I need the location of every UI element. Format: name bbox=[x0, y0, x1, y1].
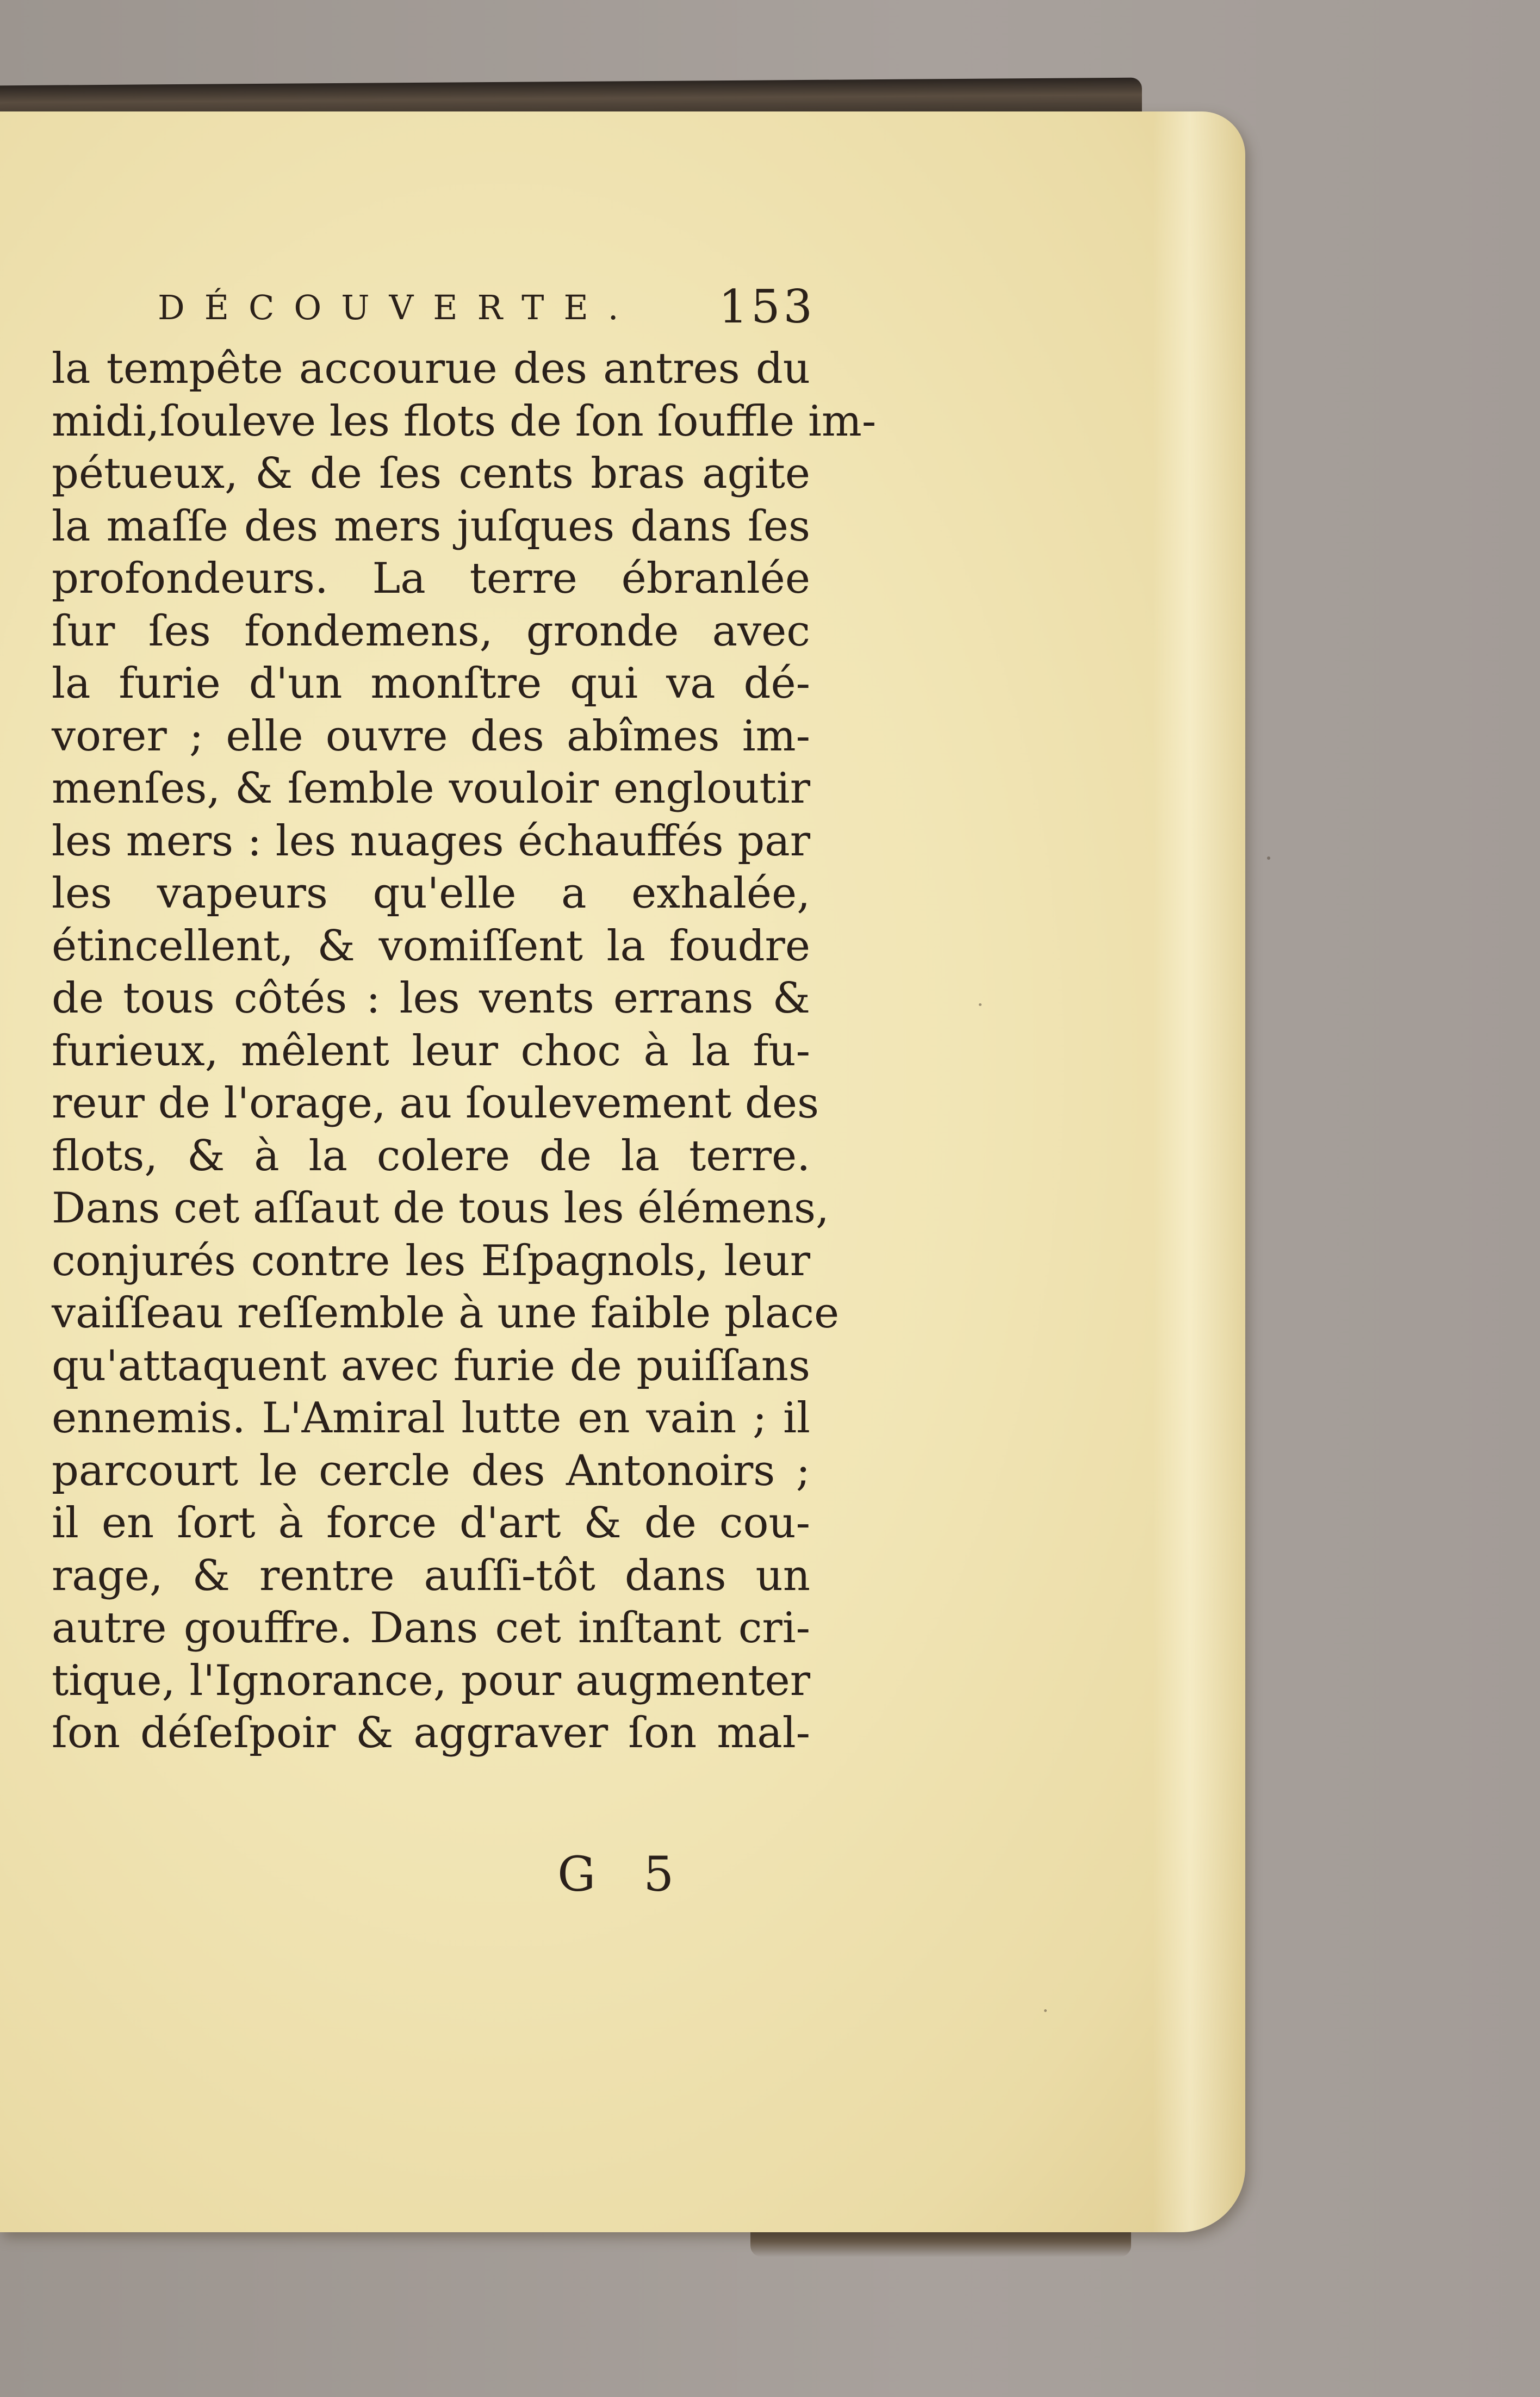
paper-speck bbox=[979, 1003, 982, 1006]
text-line: étincellent, & vomiſſent la foudre bbox=[52, 921, 810, 971]
text-line: autre gouffre. Dans cet inſtant cri- bbox=[52, 1604, 810, 1653]
text-line: ſur ſes fondemens, gronde avec bbox=[52, 606, 810, 656]
text-line: parcourt le cercle des Antonoirs ; bbox=[52, 1446, 810, 1495]
body-text bbox=[52, 343, 877, 1760]
text-line: ſon déſeſpoir & aggraver ſon mal- bbox=[52, 1709, 810, 1758]
text-line: la furie d'un monſtre qui va dé- bbox=[52, 659, 810, 708]
text-line: la maſſe des mers juſques dans ſes bbox=[52, 501, 810, 551]
text-line: vorer ; elle ouvre des abîmes im- bbox=[52, 711, 810, 761]
text-line: il en ſort à force d'art & de cou- bbox=[52, 1499, 810, 1548]
page-number: 153 bbox=[718, 280, 816, 333]
paper-speck bbox=[1044, 2009, 1047, 2012]
text-line: Dans cet aſſaut de tous les élémens, bbox=[52, 1184, 829, 1233]
book-page bbox=[0, 111, 1245, 2232]
text-line: les mers : les nuages échauffés par bbox=[52, 816, 810, 866]
text-line: pétueux, & de ſes cents bras agite bbox=[52, 449, 810, 498]
text-line: midi,ſouleve les flots de ſon ſouffle im- bbox=[52, 396, 877, 446]
paper-speck bbox=[1267, 856, 1270, 860]
running-head bbox=[158, 280, 816, 340]
text-line: conjurés contre les Eſpagnols, leur bbox=[52, 1236, 810, 1286]
text-line: la tempête accourue des antres du bbox=[52, 344, 810, 393]
text-line: ennemis. L'Amiral lutte en vain ; il bbox=[52, 1394, 810, 1443]
text-line: tique, l'Ignorance, pour augmenter bbox=[52, 1656, 810, 1705]
text-line: rage, & rentre auſſi-tôt dans un bbox=[52, 1551, 810, 1600]
page-fore-edge bbox=[1153, 111, 1245, 2232]
running-head-title: DÉCOUVERTE. bbox=[158, 288, 638, 327]
text-line: vaiſſeau reſſemble à une faible place bbox=[52, 1289, 840, 1338]
text-line: reur de l'orage, au ſoulevement des bbox=[52, 1079, 819, 1128]
text-line: furieux, mêlent leur choc à la fu- bbox=[52, 1026, 810, 1076]
text-line: flots, & à la colere de la terre. bbox=[52, 1131, 810, 1181]
text-line: de tous côtés : les vents errans & bbox=[52, 974, 810, 1023]
text-line: qu'attaquent avec furie de puiſſans bbox=[52, 1341, 810, 1390]
text-line: les vapeurs qu'elle a exhalée, bbox=[52, 869, 810, 918]
text-line: profondeurs. La terre ébranlée bbox=[52, 554, 810, 603]
text-line: menſes, & ſemble vouloir engloutir bbox=[52, 764, 810, 813]
signature-mark: G 5 bbox=[557, 1846, 691, 1902]
